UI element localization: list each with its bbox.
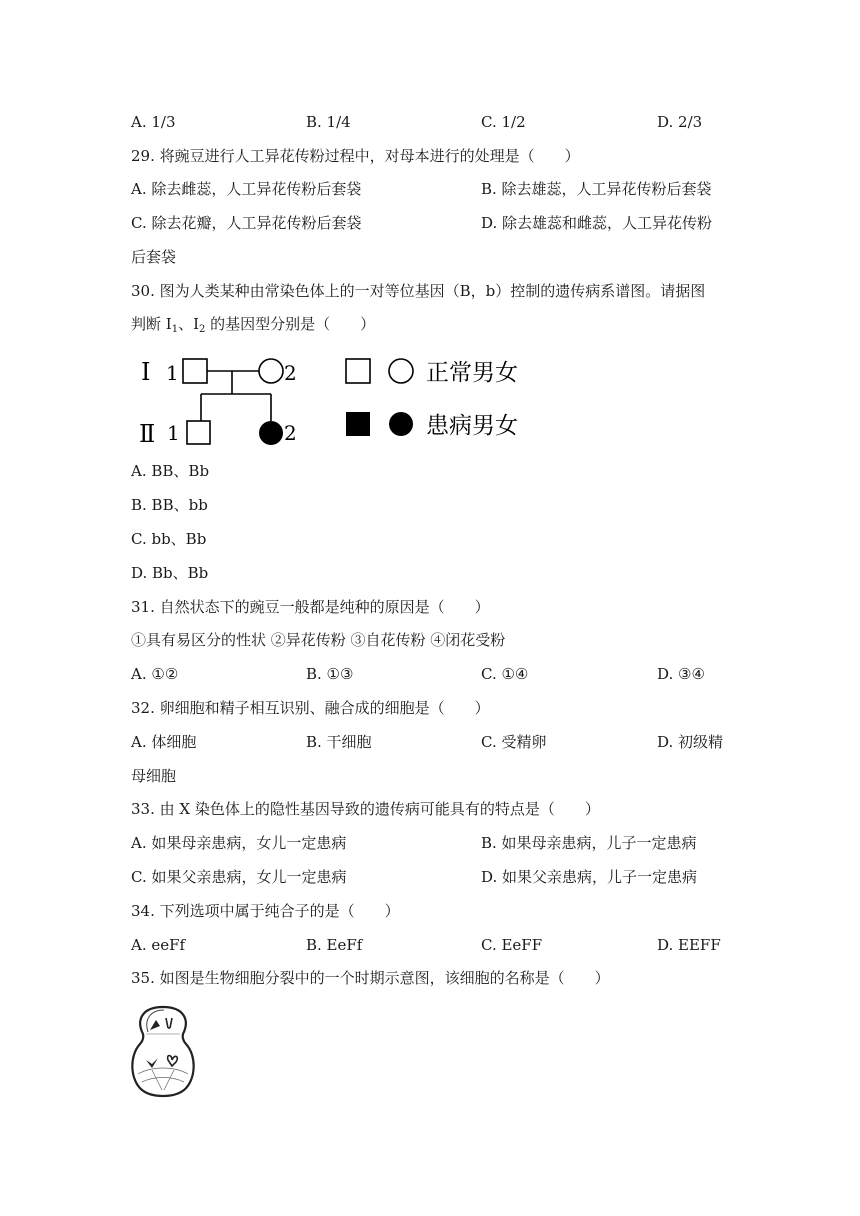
q32-option-a[interactable]: A. 体细胞 [131, 733, 197, 751]
legend-normal-male [346, 359, 370, 383]
cell-inner-edge [147, 1010, 164, 1032]
q30-sub-2: 2 [199, 324, 206, 335]
legend-affected-female [389, 412, 413, 436]
q28-option-d[interactable]: D. 2/3 [657, 113, 703, 131]
ii2-affected-female [259, 421, 283, 445]
q30-option-b[interactable]: B. BB、bb [131, 496, 208, 514]
q31-option-a[interactable]: A. ①② [131, 665, 179, 683]
q31-option-c[interactable]: C. ①④ [481, 665, 529, 683]
q33-stem: 33. 由 X 染色体上的隐性基因导致的遗传病可能具有的特点是（ ） [131, 800, 600, 818]
chromosome-upper-left [150, 1020, 160, 1030]
q28-option-b[interactable]: B. 1/4 [306, 113, 351, 131]
spindle-fiber-1 [138, 1068, 188, 1074]
q33-option-a[interactable]: A. 如果母亲患病，女儿一定患病 [131, 834, 347, 852]
legend-normal-label: 正常男女 [426, 360, 518, 386]
q32-option-b[interactable]: B. 干细胞 [306, 733, 372, 751]
q31-stem: 31. 自然状态下的豌豆一般都是纯种的原因是（ ） [131, 598, 490, 616]
dividing-cell-diagram [128, 1004, 198, 1100]
q35-stem: 35. 如图是生物细胞分裂中的一个时期示意图，该细胞的名称是（ ） [131, 969, 610, 987]
gen2-num-2: 2 [284, 421, 297, 445]
q28-option-c[interactable]: C. 1/2 [481, 113, 526, 131]
q33-option-c[interactable]: C. 如果父亲患病，女儿一定患病 [131, 868, 347, 886]
q33-option-d[interactable]: D. 如果父亲患病，儿子一定患病 [481, 868, 698, 886]
chromosome-lower-right [168, 1056, 178, 1067]
q30-stem-sep: 、I [178, 315, 200, 333]
spindle-fiber-2 [142, 1078, 184, 1083]
q32-option-d-continuation: 母细胞 [131, 767, 177, 785]
q30-option-c[interactable]: C. bb、Bb [131, 530, 207, 548]
legend-affected-label: 患病男女 [426, 413, 518, 439]
q31-option-d[interactable]: D. ③④ [657, 665, 705, 683]
q29-option-c[interactable]: C. 除去花瓣，人工异花传粉后套袋 [131, 214, 362, 232]
q34-option-a[interactable]: A. eeFf [131, 936, 186, 954]
q30-stem-line1: 30. 图为人类某种由常染色体上的一对等位基因（B，b）控制的遗传病系谱图。请据图 [131, 282, 706, 300]
legend-affected-male [346, 412, 370, 436]
q30-stem-suffix: 的基因型分别是（ ） [205, 315, 376, 333]
q29-option-a[interactable]: A. 除去雌蕊，人工异花传粉后套袋 [131, 180, 362, 198]
q30-stem-prefix: 判断 I [131, 315, 172, 333]
i2-normal-female [259, 359, 283, 383]
gen2-label: Ⅱ [139, 420, 156, 448]
q31-option-b[interactable]: B. ①③ [306, 665, 354, 683]
q30-sub-1: 1 [171, 324, 179, 335]
q34-option-c[interactable]: C. EeFF [481, 936, 543, 954]
q29-stem: 29. 将豌豆进行人工异花传粉过程中，对母本进行的处理是（ ） [131, 147, 580, 165]
q29-option-d-continuation: 后套袋 [131, 248, 177, 266]
q31-items: ①具有易区分的性状 ②异花传粉 ③自花传粉 ④闭花受粉 [131, 631, 506, 649]
q34-option-b[interactable]: B. EeFf [306, 936, 363, 954]
q30-stem-line2 [131, 314, 375, 334]
legend-normal-female [389, 359, 413, 383]
q30-option-a[interactable]: A. BB、Bb [131, 462, 210, 480]
gen1-label: Ⅰ [141, 358, 151, 386]
gen1-num-2: 2 [284, 361, 297, 385]
q29-option-d[interactable]: D. 除去雄蕊和雌蕊，人工异花传粉 [481, 214, 713, 232]
q32-stem: 32. 卵细胞和精子相互识别、融合成的细胞是（ ） [131, 699, 490, 717]
i1-normal-male [183, 359, 207, 383]
gen2-num-1: 1 [167, 421, 180, 445]
chromosome-lower-left [146, 1058, 158, 1068]
q34-option-d[interactable]: D. EEFF [657, 936, 721, 954]
pedigree-diagram [131, 350, 551, 450]
spindle-fiber-3 [152, 1070, 174, 1090]
ii1-normal-male [187, 421, 210, 444]
q32-option-c[interactable]: C. 受精卵 [481, 733, 547, 751]
gen1-num-1: 1 [166, 361, 179, 385]
chromosome-upper-right [166, 1018, 172, 1028]
q30-option-d[interactable]: D. Bb、Bb [131, 564, 209, 582]
q32-option-d[interactable]: D. 初级精 [657, 733, 724, 751]
q29-option-b[interactable]: B. 除去雄蕊，人工异花传粉后套袋 [481, 180, 712, 198]
q34-stem: 34. 下列选项中属于纯合子的是（ ） [131, 902, 400, 920]
q28-option-a[interactable]: A. 1/3 [131, 113, 176, 131]
cell-membrane [132, 1007, 193, 1096]
q33-option-b[interactable]: B. 如果母亲患病，儿子一定患病 [481, 834, 697, 852]
